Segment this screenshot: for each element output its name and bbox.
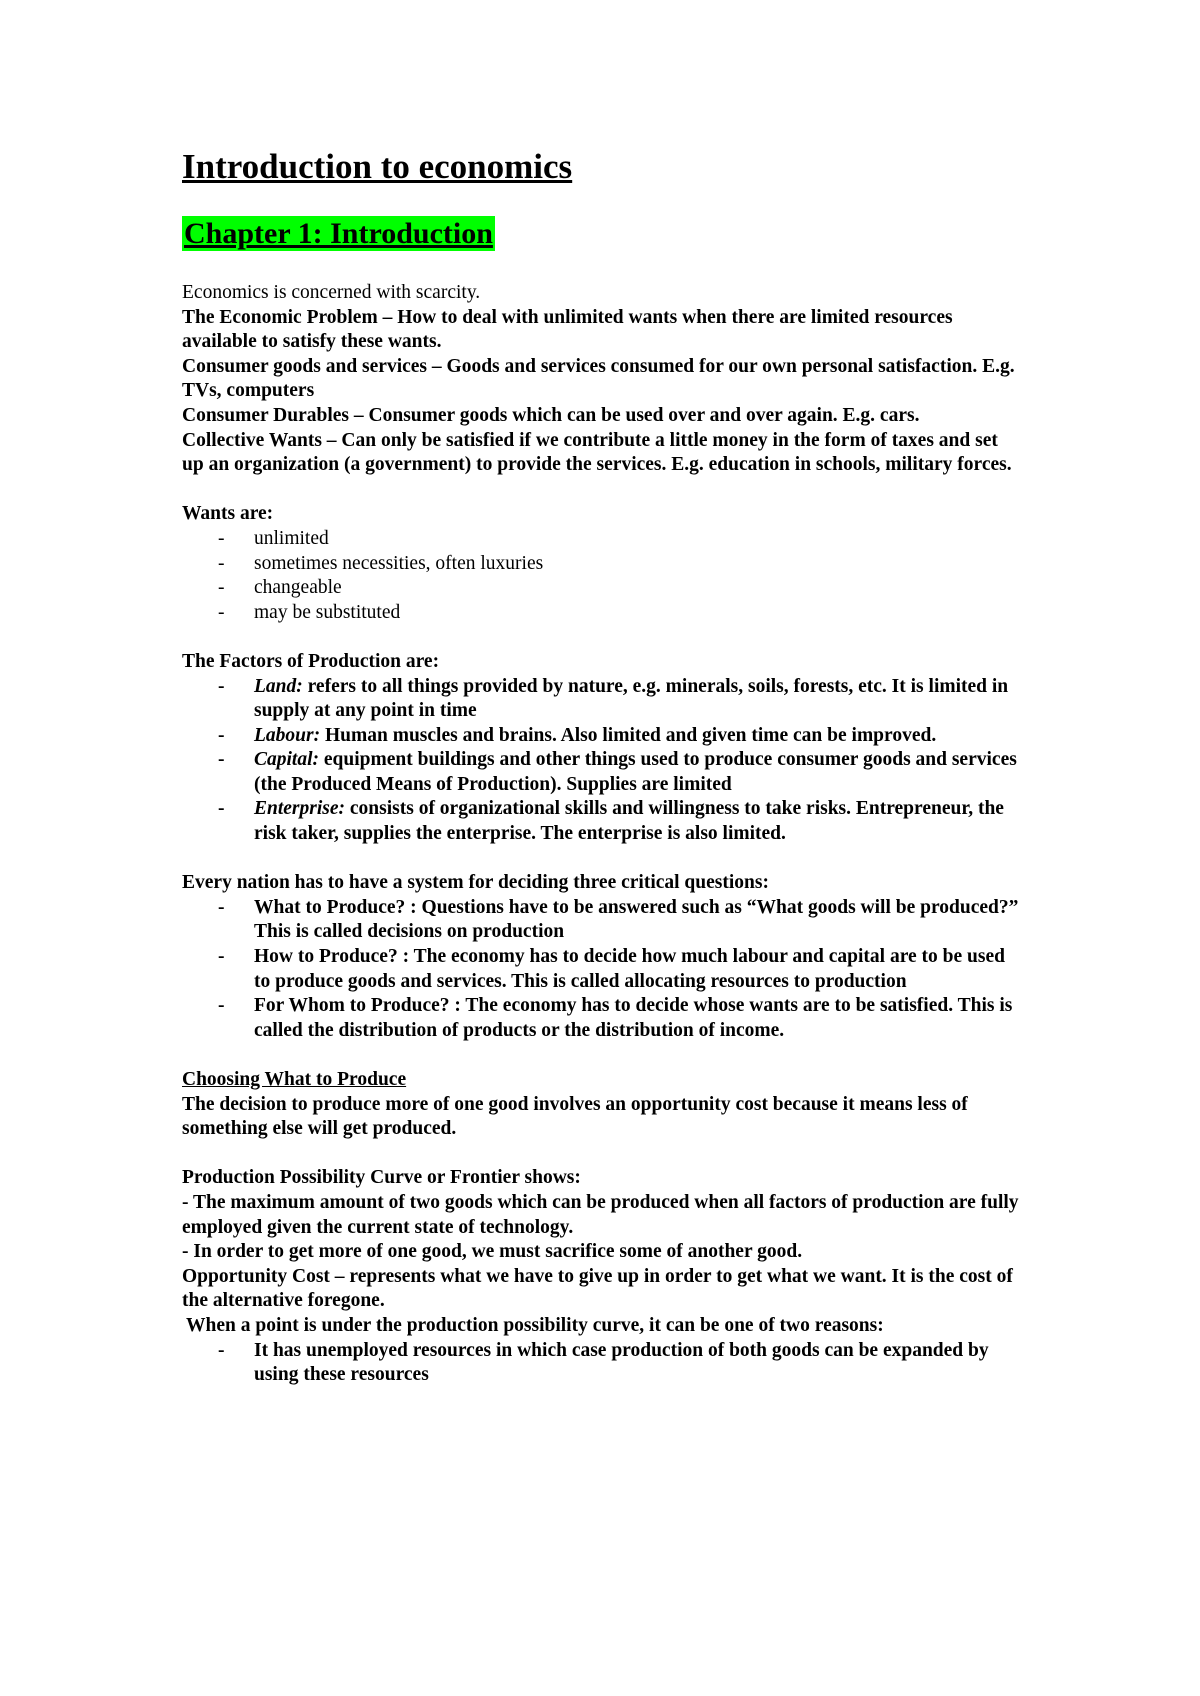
- questions-heading: Every nation has to have a system for deciding three critical questions:: [182, 872, 769, 894]
- factor-text: consists of organizational skills and willingness to take risks. Entrepreneur, the risk taker, supplies the enterprise. The enterprise is also limited.: [254, 798, 1004, 845]
- choosing-heading: Choosing What to Produce: [182, 1069, 407, 1090]
- consumer-durables-definition: Consumer Durables – Consumer goods which can be used over and over again. E.g. cars.: [182, 404, 920, 426]
- factors-list: [182, 675, 1020, 847]
- factor-text: refers to all things provided by nature, e.g. minerals, soils, forests, etc. It is limited in supply at any point in time: [254, 675, 1009, 722]
- factor-text: Human muscles and brains. Also limited and given time can be improved.: [320, 724, 937, 746]
- factor-term: Labour:: [254, 724, 321, 746]
- choosing-section: [182, 1068, 1020, 1142]
- document-body: [182, 281, 1020, 1388]
- wants-list: [182, 527, 1020, 625]
- list-item: - may be substituted: [254, 601, 1020, 626]
- questions-section: [182, 871, 1020, 1043]
- factor-term: Capital:: [254, 749, 320, 771]
- consumer-goods-definition: Consumer goods and services – Goods and services consumed for our own personal satisfaction. E.g. TVs, computers: [182, 355, 1015, 402]
- list-item: - sometimes necessities, often luxuries: [254, 552, 1020, 577]
- list-item: [254, 724, 1020, 749]
- list-item: [254, 675, 1020, 724]
- factor-term: Land:: [254, 675, 303, 697]
- questions-list: [182, 896, 1020, 1044]
- list-item: [254, 797, 1020, 846]
- opportunity-cost-definition: Opportunity Cost – represents what we have to give up in order to get what we want. It is the cost of the alternative foregone.: [182, 1265, 1013, 1312]
- list-item: - How to Produce? : The economy has to decide how much labour and capital are to be used to produce goods and services. This is called allocating resources to production: [254, 945, 1020, 994]
- choosing-text: The decision to produce more of one good involves an opportunity cost because it means less of something else will get produced.: [182, 1093, 968, 1140]
- intro-line: Economics is concerned with scarcity.: [182, 282, 481, 303]
- list-item: - It has unemployed resources in which case production of both goods can be expanded by using these resources: [254, 1339, 1020, 1388]
- wants-section: [182, 502, 1020, 625]
- collective-wants-definition: Collective Wants – Can only be satisfied if we contribute a little money in the form of taxes and set up an organization (a government) to provide the services. E.g. education in schools, military forces.: [182, 429, 1012, 476]
- factors-heading: The Factors of Production are:: [182, 650, 440, 672]
- wants-heading: Wants are:: [182, 503, 274, 525]
- ppc-heading: Production Possibility Curve or Frontier shows:: [182, 1167, 581, 1189]
- economic-problem-definition: The Economic Problem – How to deal with unlimited wants when there are limited resources available to satisfy these wants.: [182, 306, 953, 353]
- list-item: [254, 748, 1020, 797]
- factor-text: equipment buildings and other things used to produce consumer goods and services (the Produced Means of Production). Supplies are limited: [254, 749, 1017, 795]
- list-item: - changeable: [254, 576, 1020, 601]
- list-item: - For Whom to Produce? : The economy has to decide whose wants are to be satisfied. This is called the distribution of products or the distribution of income.: [254, 994, 1020, 1043]
- list-item: - unlimited: [254, 527, 1020, 552]
- under-curve-text: When a point is under the production possibility curve, it can be one of two reasons:: [186, 1314, 884, 1336]
- under-curve-list: [182, 1339, 1020, 1388]
- ppc-line: - The maximum amount of two goods which can be produced when all factors of production are fully employed given the current state of technology.: [182, 1191, 1019, 1238]
- chapter-title: Chapter 1: Introduction: [184, 217, 493, 250]
- factors-section: [182, 650, 1020, 847]
- factor-term: Enterprise:: [254, 798, 346, 820]
- list-item: - What to Produce? : Questions have to be answered such as “What goods will be produced?” This is called decisions on production: [254, 896, 1020, 945]
- chapter-heading: [182, 214, 1020, 259]
- ppc-section: [182, 1166, 1020, 1387]
- document-title: Introduction to economics: [182, 147, 573, 186]
- intro-section: [182, 281, 1020, 478]
- ppc-line: - In order to get more of one good, we must sacrifice some of another good.: [182, 1241, 803, 1263]
